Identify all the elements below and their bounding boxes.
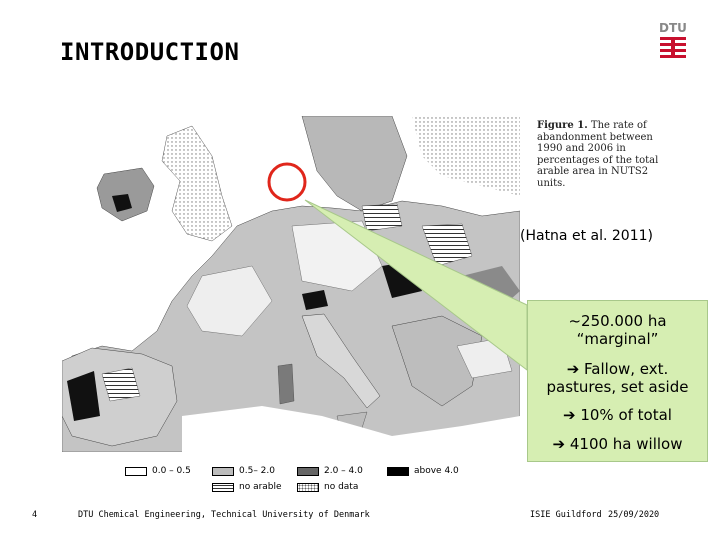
footer-event: ISIE Guildford xyxy=(530,510,602,520)
footer-date: 25/09/2020 xyxy=(608,510,660,520)
callout-line-pastures: pastures, set aside xyxy=(546,378,689,396)
figure-caption xyxy=(537,120,677,189)
legend-swatch-dark-gray xyxy=(297,467,319,476)
legend-swatch-dotted xyxy=(297,483,319,492)
legend-label: 0.5– 2.0 xyxy=(239,466,275,476)
legend-label: 2.0 – 4.0 xyxy=(324,466,363,476)
legend-label: 0.0 – 0.5 xyxy=(152,466,191,476)
figure-citation: (Hatna et al. 2011) xyxy=(520,228,653,244)
legend-label: no data xyxy=(324,482,359,492)
legend-label: above 4.0 xyxy=(414,466,459,476)
map-legend xyxy=(117,462,507,502)
figure-caption-text: The rate of abandonment between 1990 and 2006 in percentages of the total arable area in NUTS2 units. xyxy=(537,120,659,189)
legend-item xyxy=(297,466,363,476)
legend-item xyxy=(212,482,282,492)
callout-line-share: ➔ 10% of total xyxy=(563,406,672,424)
slide-title: INTRODUCTION xyxy=(60,38,240,66)
legend-item xyxy=(297,482,358,492)
callout-line-willow: ➔ 4100 ha willow xyxy=(552,435,683,453)
figure-caption-label: Figure 1. xyxy=(537,120,588,131)
legend-label: no arable xyxy=(239,482,282,492)
page-number: 4 xyxy=(32,510,38,520)
legend-swatch-black xyxy=(387,467,409,476)
legend-swatch-white xyxy=(125,467,147,476)
callout-line-fallow: ➔ Fallow, ext. xyxy=(566,360,669,378)
legend-item xyxy=(212,466,275,476)
legend-item xyxy=(125,466,191,476)
legend-item xyxy=(387,466,459,476)
legend-swatch-light-gray xyxy=(212,467,234,476)
svg-text:DTU: DTU xyxy=(659,21,687,35)
footer-organization: DTU Chemical Engineering, Technical University of Denmark xyxy=(78,510,370,520)
callout-line-marginal: “marginal” xyxy=(576,330,659,348)
callout-line-area: ~250.000 ha xyxy=(568,312,667,330)
legend-swatch-hatched xyxy=(212,483,234,492)
